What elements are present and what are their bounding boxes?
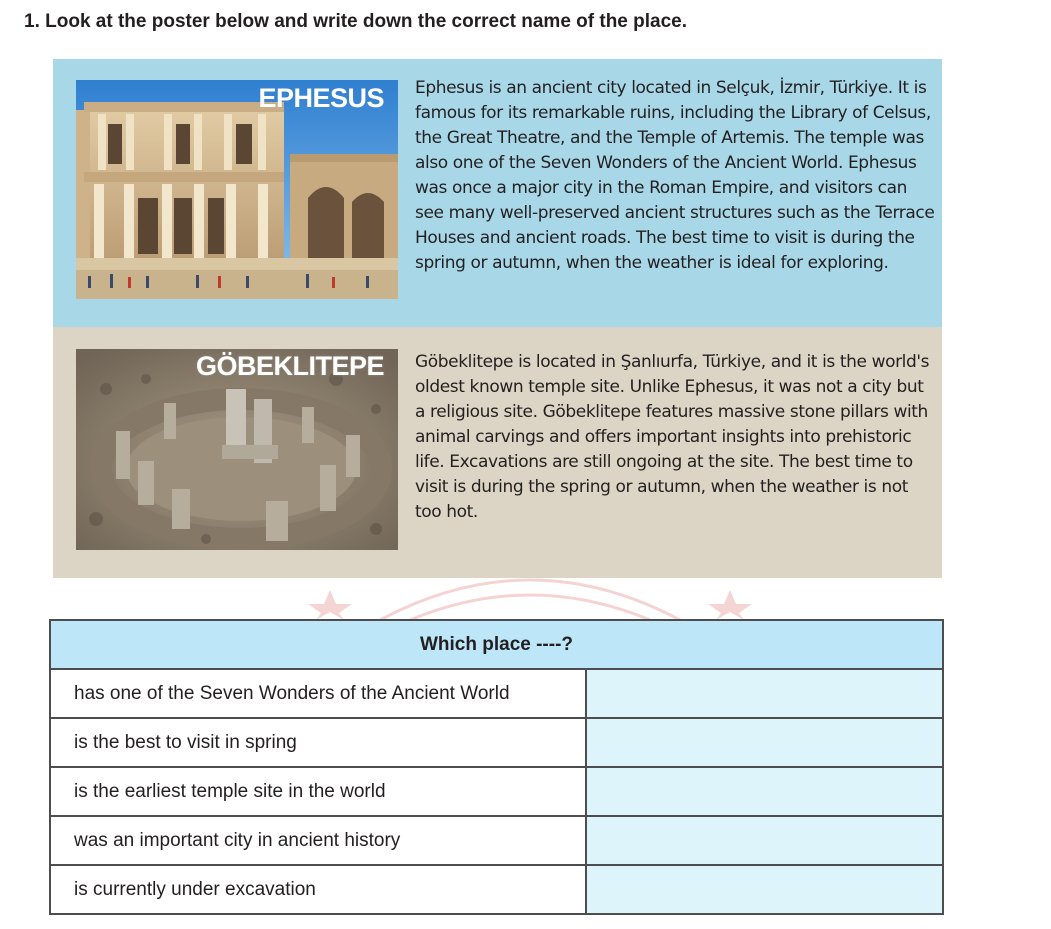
gobeklitepe-label: GÖBEKLITEPE xyxy=(195,351,384,381)
ephesus-description: Ephesus is an ancient city located in Selçuk, İzmir, Türkiye. It is famous for its remarkable ruins, including the Library of Celsus, the Great Theatre, and the Temple of Artemis. The temple was also one of the Seven Wonders of the Ancient World. Ephesus was once a major city in the Roman Empire, and visitors can see many well-preserved ancient structures such as the Terrace Houses and ancient roads. The best time to visit is during the spring or autumn, when the weather is ideal for exploring. xyxy=(415,78,935,273)
table-row xyxy=(50,816,943,865)
ephesus-photo xyxy=(76,80,398,299)
question-number: 1. xyxy=(24,11,40,32)
row-prompt: is currently under excavation xyxy=(50,865,586,914)
watermark-seal-icon xyxy=(260,560,800,620)
gobeklitepe-photo xyxy=(76,349,398,550)
answer-cell[interactable] xyxy=(586,865,943,914)
ephesus-panel xyxy=(53,59,942,327)
answer-cell[interactable] xyxy=(586,718,943,767)
table-row xyxy=(50,669,943,718)
row-prompt: has one of the Seven Wonders of the Ancient World xyxy=(50,669,586,718)
row-prompt: is the best to visit in spring xyxy=(50,718,586,767)
table-header-row xyxy=(50,620,943,669)
row-prompt: was an important city in ancient history xyxy=(50,816,586,865)
ephesus-label: EPHESUS xyxy=(258,83,384,113)
table-row xyxy=(50,718,943,767)
answer-cell[interactable] xyxy=(586,767,943,816)
quiz-table xyxy=(49,619,944,915)
question-text: Look at the poster below and write down the correct name of the place. xyxy=(45,11,688,32)
answer-cell[interactable] xyxy=(586,669,943,718)
table-header: Which place ----? xyxy=(50,620,943,669)
table-row xyxy=(50,767,943,816)
question-heading xyxy=(24,11,687,33)
table-row xyxy=(50,865,943,914)
row-prompt: is the earliest temple site in the world xyxy=(50,767,586,816)
gobeklitepe-description: Göbeklitepe is located in Şanlıurfa, Türkiye, and it is the world's oldest known temple site. Unlike Ephesus, it was not a city but a religious site. Göbeklitepe features massive stone pillars with animal carvings and offers important insights into prehistoric life. Excavations are still ongoing at the site. The best time to visit is during the spring or autumn, when the weather is not too hot. xyxy=(415,352,930,522)
poster xyxy=(53,59,942,578)
answer-cell[interactable] xyxy=(586,816,943,865)
gobeklitepe-panel xyxy=(53,327,942,578)
